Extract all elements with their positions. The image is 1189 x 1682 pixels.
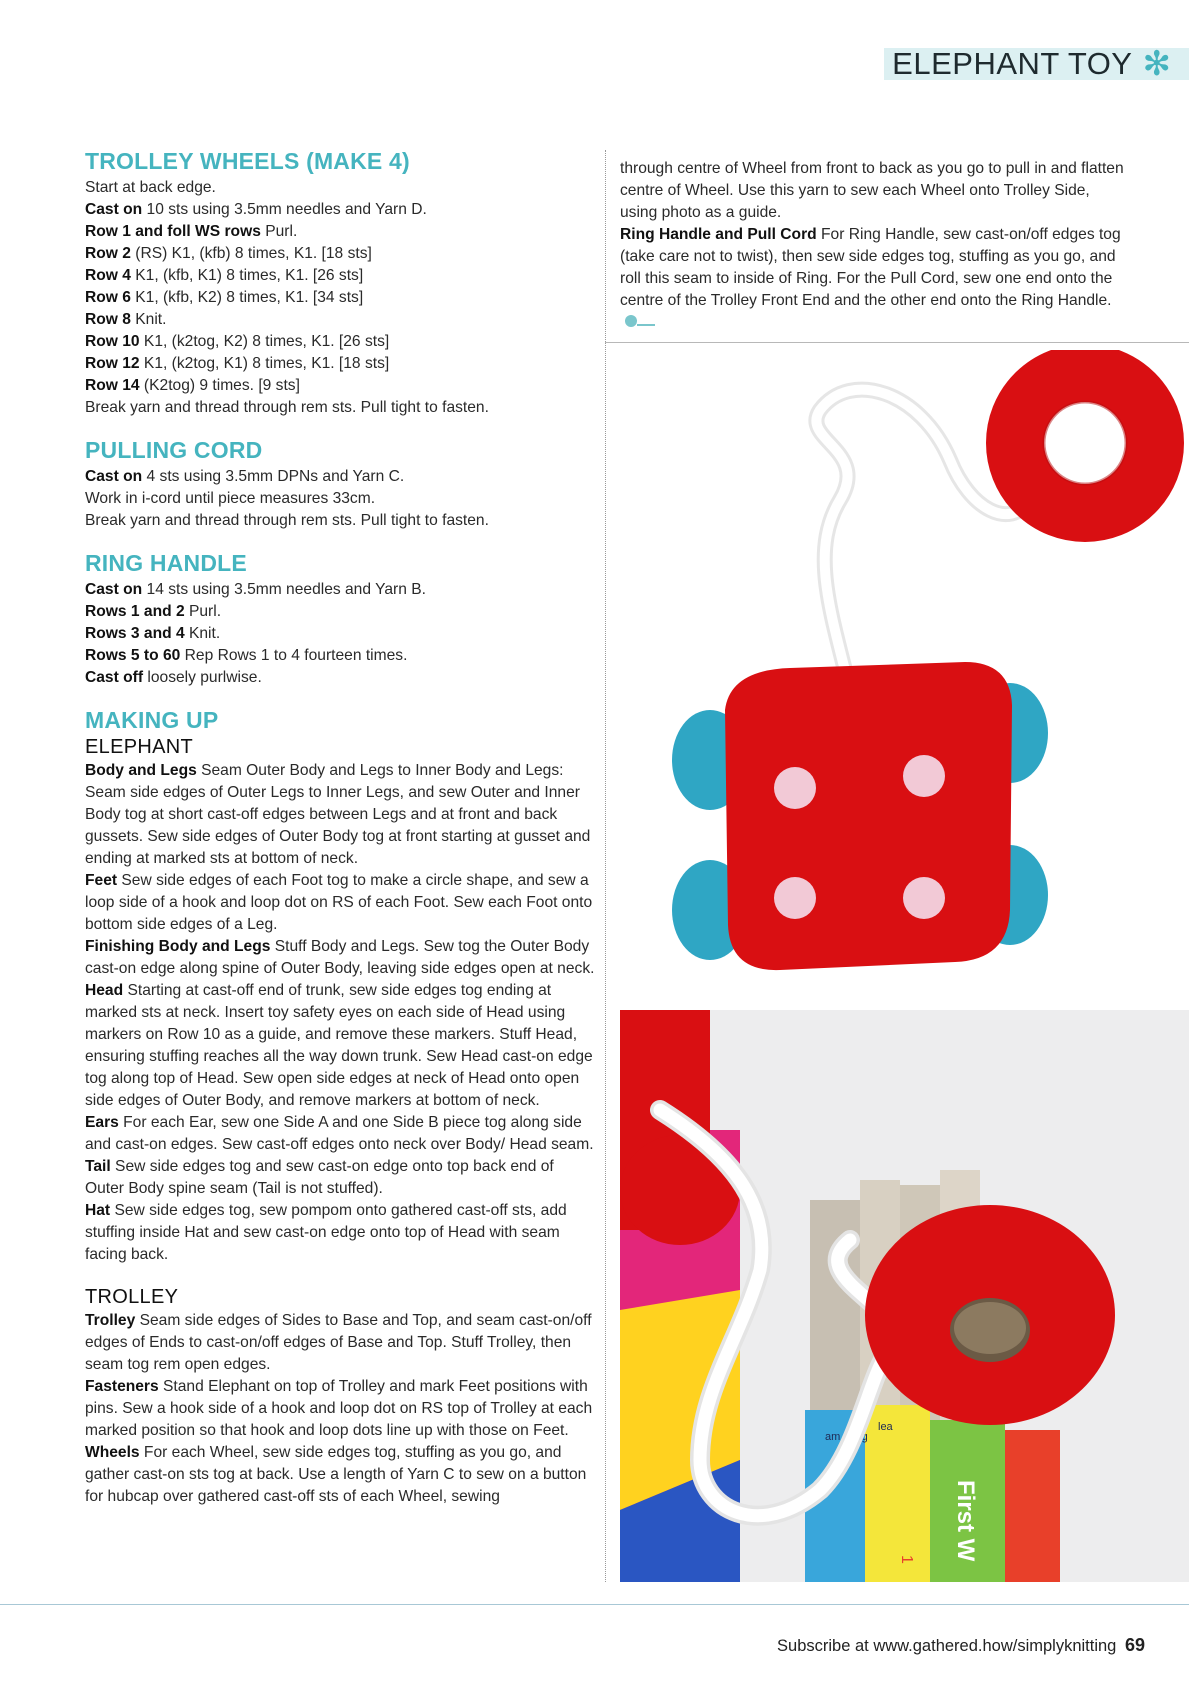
pattern-line	[85, 309, 595, 331]
pattern-step-label: Row 1 and foll WS rows	[85, 223, 261, 240]
pattern-step-text: For Ring Handle, sew cast-on/off edges tog (take care not to twist), then sew side edges tog, stuffing as you go, and roll this seam to inside of Ring. For the Pull Cord, sew one end onto the centre of the Trolley Front End and the other end onto the Ring Handle.	[620, 226, 1121, 309]
pattern-step-text: 10 sts using 3.5mm needles and Yarn D.	[142, 201, 427, 218]
pattern-step-label: Ears	[85, 1114, 119, 1131]
pattern-step-text: K1, (k2tog, K2) 8 times, K1. [26 sts]	[139, 333, 390, 350]
pattern-step-label: Row 14	[85, 377, 140, 394]
section-heading: MAKING UP	[85, 707, 219, 733]
pattern-step-label: Row 4	[85, 267, 131, 284]
book-spine-text: 1	[898, 1555, 915, 1564]
pattern-step-label: Row 12	[85, 355, 140, 372]
ring-handle-section	[85, 550, 595, 689]
pattern-step-label: Rows 3 and 4	[85, 625, 185, 642]
column-divider	[605, 150, 606, 1582]
pattern-line	[85, 466, 595, 488]
pattern-step-text: Sew side edges tog and sew cast-on edge onto top back end of Outer Body spine seam (Tail is not stuffed).	[85, 1158, 554, 1197]
pattern-line	[85, 1112, 595, 1156]
pattern-line	[85, 287, 595, 309]
subsection-heading: ELEPHANT	[85, 736, 193, 758]
pattern-line	[85, 1376, 595, 1442]
pattern-step-text: Work in i-cord until piece measures 33cm.	[85, 490, 376, 507]
trolley-section	[85, 1286, 595, 1508]
pattern-step-text: 4 sts using 3.5mm DPNs and Yarn C.	[142, 468, 405, 485]
pattern-step-label: Finishing Body and Legs	[85, 938, 271, 955]
pattern-line	[85, 397, 595, 419]
pattern-line	[85, 199, 595, 221]
pattern-step-text: Seam Outer Body and Legs to Inner Body and Legs: Seam side edges of Outer Legs to Inner Legs, and sew Outer and Inner Body tog at short cast-off edges between Legs and at front and back gussets. Sew side edges of Outer Body tog at front starting at gusset and ending at marked sts at bottom of neck.	[85, 762, 591, 867]
pattern-step-label: Row 2	[85, 245, 131, 262]
pattern-step-text: (RS) K1, (kfb) 8 times, K1. [18 sts]	[130, 245, 372, 262]
book-spine-text: First W	[952, 1480, 979, 1562]
pattern-step-text: Break yarn and thread through rem sts. Pull tight to fasten.	[85, 399, 489, 416]
pattern-step-text: Seam side edges of Sides to Base and Top, and seam cast-on/off edges of Ends to cast-on/off edges of Base and Top. Stuff Trolley, then seam tog rem open edges.	[85, 1312, 592, 1373]
asterisk-icon: ✻	[1142, 45, 1171, 83]
pattern-step-label: Tail	[85, 1158, 111, 1175]
pattern-line	[85, 1442, 595, 1508]
pattern-step-label: Fasteners	[85, 1378, 159, 1395]
pattern-step-text: (K2tog) 9 times. [9 sts]	[139, 377, 300, 394]
pulling-cord-section	[85, 437, 595, 532]
pattern-step-label: Ring Handle and Pull Cord	[620, 226, 817, 243]
pattern-line	[85, 1200, 595, 1266]
yarn-tail-icon	[637, 324, 655, 326]
pattern-step-text: Break yarn and thread through rem sts. Pull tight to fasten.	[85, 512, 489, 529]
pattern-line	[85, 601, 595, 623]
pattern-step-text: Knit.	[184, 625, 221, 642]
footer-rule	[0, 1604, 1189, 1605]
pattern-step-label: Cast on	[85, 468, 143, 485]
pattern-step-text: Rep Rows 1 to 4 fourteen times.	[180, 647, 408, 664]
ring-handle-books-photo	[620, 1010, 1189, 1582]
pattern-step-text: loosely purlwise.	[143, 669, 262, 686]
pattern-step-label: Rows 1 and 2	[85, 603, 185, 620]
pattern-step-text: K1, (k2tog, K1) 8 times, K1. [18 sts]	[139, 355, 390, 372]
pattern-step-label: Cast off	[85, 669, 144, 686]
pattern-line	[85, 623, 595, 645]
yarn-ball-icon	[625, 315, 637, 327]
subsection-heading: TROLLEY	[85, 1286, 179, 1308]
making-up-section	[85, 707, 595, 1266]
pattern-line	[85, 980, 595, 1112]
pattern-step-label: Cast on	[85, 201, 143, 218]
pattern-step-text: K1, (kfb, K2) 8 times, K1. [34 sts]	[130, 289, 364, 306]
section-header-tab	[884, 45, 1189, 83]
pattern-step-label: Cast on	[85, 581, 143, 598]
pattern-line	[85, 579, 595, 601]
section-heading: PULLING CORD	[85, 437, 263, 463]
section-heading: RING HANDLE	[85, 550, 247, 576]
pattern-step-text: K1, (kfb, K1) 8 times, K1. [26 sts]	[130, 267, 364, 284]
section-title: ELEPHANT TOY	[892, 46, 1133, 81]
pattern-line	[85, 936, 595, 980]
right-column-text	[620, 158, 1125, 334]
pattern-step-text: For each Ear, sew one Side A and one Side B piece tog along side and cast-on edges. Sew cast-off edges onto neck over Body/ Head seam.	[85, 1114, 594, 1153]
trolley-photo	[620, 350, 1189, 1000]
pattern-line	[85, 1156, 595, 1200]
pattern-line	[620, 158, 1125, 224]
pattern-line	[85, 870, 595, 936]
pattern-step-text: Start at back edge.	[85, 179, 216, 196]
book-spine-text: am rning	[825, 1431, 868, 1443]
pattern-line	[85, 221, 595, 243]
pattern-line	[85, 667, 595, 689]
pattern-line	[85, 645, 595, 667]
pattern-step-text: Knit.	[130, 311, 167, 328]
page-number: 69	[1124, 1635, 1145, 1655]
pattern-step-label: Trolley	[85, 1312, 136, 1329]
pattern-step-text: Sew side edges tog, sew pompom onto gathered cast-off sts, add stuffing inside Hat and sew cast-on edge onto top of Head with seam facing back.	[85, 1202, 567, 1263]
pattern-step-text: Stand Elephant on top of Trolley and mark Feet positions with pins. Sew a hook side of a hook and loop dot on RS top of Trolley at each marked position so that hook and loop dots line up with those on Feet.	[85, 1378, 593, 1439]
pattern-step-label: Head	[85, 982, 124, 999]
pattern-step-label: Row 8	[85, 311, 131, 328]
pattern-line	[85, 177, 595, 199]
pattern-line	[85, 760, 595, 870]
pattern-line	[85, 510, 595, 532]
pattern-step-text: For each Wheel, sew side edges tog, stuffing as you go, and gather cast-on sts tog at back. Use a length of Yarn C to sew on a button for hubcap over gathered cast-off sts of each Wheel, sewing	[85, 1444, 587, 1505]
pattern-line	[85, 1310, 595, 1376]
left-column	[85, 148, 595, 1526]
pattern-step-label: Wheels	[85, 1444, 140, 1461]
pattern-step-label: Body and Legs	[85, 762, 197, 779]
pattern-step-text: Purl.	[260, 223, 298, 240]
pattern-line	[85, 243, 595, 265]
section-heading: TROLLEY WHEELS (MAKE 4)	[85, 148, 410, 174]
pattern-step-label: Rows 5 to 60	[85, 647, 181, 664]
pattern-line	[85, 488, 595, 510]
pattern-step-text: Sew side edges of each Foot tog to make a circle shape, and sew a loop side of a hook and loop dot on RS of each Foot. Sew each Foot onto bottom side edges of a Leg.	[85, 872, 593, 933]
pattern-step-label: Row 6	[85, 289, 131, 306]
pattern-step-label: Row 10	[85, 333, 140, 350]
trolley-wheels-section	[85, 148, 595, 419]
pattern-step-text: Starting at cast-off end of trunk, sew side edges tog ending at marked sts at neck. Insert toy safety eyes on each side of Head using markers on Row 10 as a guide, and remove these markers. Stuff Head, ensuring stuffing reaches all the way down trunk. Sew Head cast-on edge tog along top of Head. Sew open side edges at neck of Head onto open side edges of Outer Body, and remove markers at bottom of neck.	[85, 982, 593, 1109]
pattern-step-text: Purl.	[184, 603, 222, 620]
pattern-line	[85, 353, 595, 375]
page-footer	[777, 1635, 1145, 1656]
book-spine-text: lea	[878, 1421, 893, 1433]
pattern-line	[85, 375, 595, 397]
pattern-step-text: Stuff Body and Legs. Sew tog the Outer Body cast-on edge along spine of Outer Body, leaving side edges open at neck.	[85, 938, 595, 977]
pattern-line	[85, 331, 595, 353]
pattern-step-text: through centre of Wheel from front to back as you go to pull in and flatten centre of Wheel. Use this yarn to sew each Wheel onto Trolley Side, using photo as a guide.	[620, 160, 1124, 221]
subscribe-link-text[interactable]: Subscribe at www.gathered.how/simplyknitting	[777, 1637, 1117, 1655]
pattern-line	[620, 224, 1125, 334]
pattern-step-label: Feet	[85, 872, 118, 889]
pattern-step-label: Hat	[85, 1202, 111, 1219]
pattern-step-text: 14 sts using 3.5mm needles and Yarn B.	[142, 581, 426, 598]
text-photo-divider	[605, 342, 1189, 343]
pattern-line	[85, 265, 595, 287]
